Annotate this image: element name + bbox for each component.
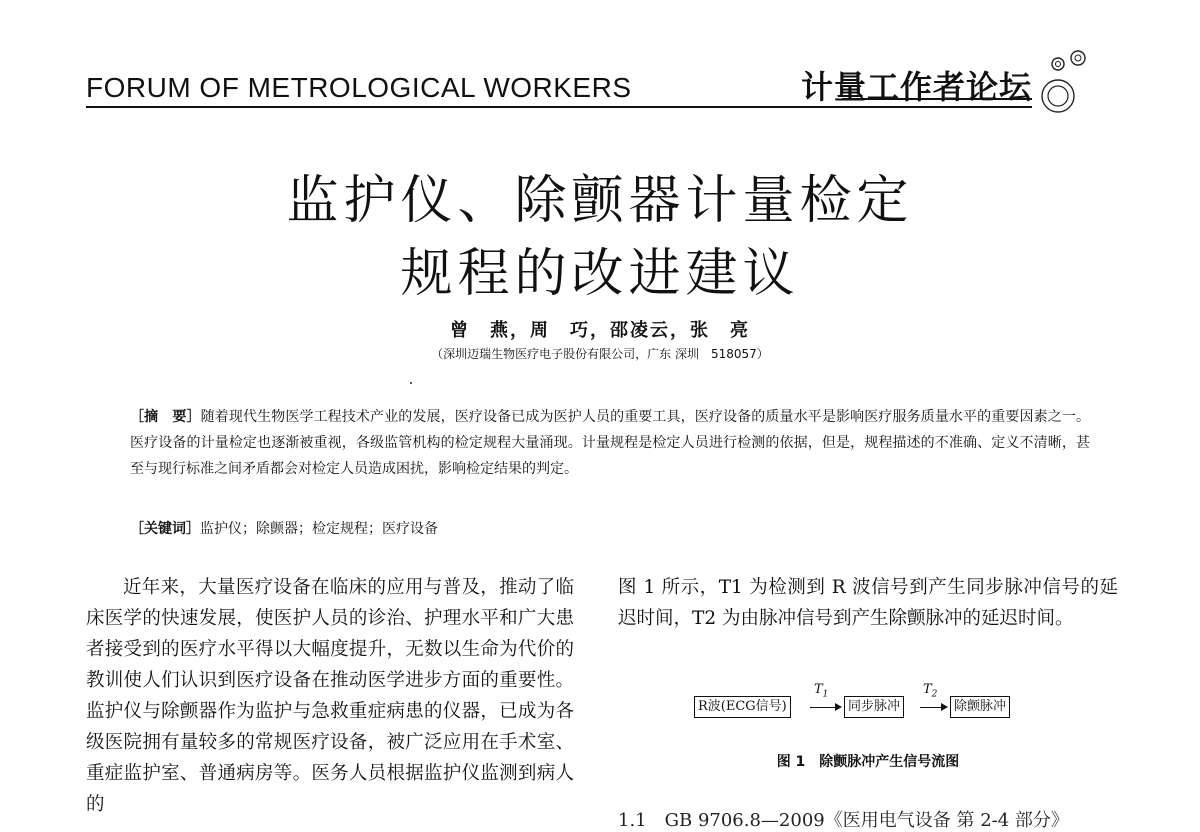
flow-box-defib-pulse: 除颤脉冲	[950, 696, 1010, 718]
affiliation: （深圳迈瑞生物医疗电子股份有限公司，广东 深圳 518057）	[431, 347, 769, 361]
keywords-text: 监护仪；除颤器；检定规程；医疗设备	[200, 521, 438, 537]
flow-arrow-1	[810, 707, 840, 708]
journal-header-english: FORUM OF METROLOGICAL WORKERS	[86, 72, 632, 103]
authors: 曾 燕，周 巧，邵凌云，张 亮	[450, 320, 750, 341]
body-right-column: 图 1 所示，T1 为检测到 R 波信号到产生同步脉冲信号的延迟时间，T2 为由脉冲信号到产生除颤脉冲的延迟时间。	[618, 577, 1118, 629]
body-right-cut-line: 1.1 GB 9706.8—2009《医用电气设备 第 2-4 部分》	[618, 810, 1069, 831]
figure-1-caption: 图 1 除颤脉冲产生信号流图	[776, 754, 960, 770]
abstract	[130, 404, 1090, 482]
flow-box-sync-pulse: 同步脉冲	[844, 696, 904, 718]
body-left-column: 近年来，大量医疗设备在临床的应用与普及，推动了临床医学的快速发展，使医护人员的诊治、护理水平和广大患者接受到的医疗水平得以大幅度提升，无数以生命为代价的教训使人们认识到医疗设备在推动医学进步方面的重要性。监护仪与除颤器作为监护与急救重症病患的仪器，已成为各级医院拥有量较多的常规医疗设备，被广泛应用在手术室、重症监护室、普通病房等。医务人员根据监护仪监测到病人的	[86, 577, 574, 815]
keywords	[130, 517, 1090, 541]
flow-label-t2: $T_2$	[923, 682, 938, 700]
flow-box-r-wave: R波(ECG信号)	[694, 696, 791, 718]
flow-arrow-2	[920, 707, 946, 708]
header-chinese-underline	[842, 98, 1032, 100]
journal-header-chinese: 计量工作者论坛	[800, 68, 1032, 106]
stray-dot	[410, 382, 412, 384]
figure-1-flow-diagram	[694, 682, 1034, 726]
article-title-line-2: 规程的改进建议	[400, 244, 800, 304]
decorative-circles-icon	[1038, 46, 1098, 118]
abstract-text: 随着现代生物医学工程技术产业的发展，医疗设备已成为医护人员的重要工具，医疗设备的质量水平是影响医疗服务质量水平的重要因素之一。医疗设备的计量检定也逐渐被重视，各级监管机构的检定规程大量涌现。计量规程是检定人员进行检测的依据，但是，规程描述的不准确、定义不清晰，甚至与现行标准之间矛盾都会对检定人员造成困扰，影响检定结果的判定。	[130, 409, 1091, 477]
flow-label-t1: $T_1$	[814, 682, 829, 700]
abstract-label: ［摘 要］	[130, 409, 201, 425]
article-title-line-1: 监护仪、除颤器计量检定	[286, 171, 914, 231]
keywords-label: ［关键词］	[130, 521, 200, 537]
